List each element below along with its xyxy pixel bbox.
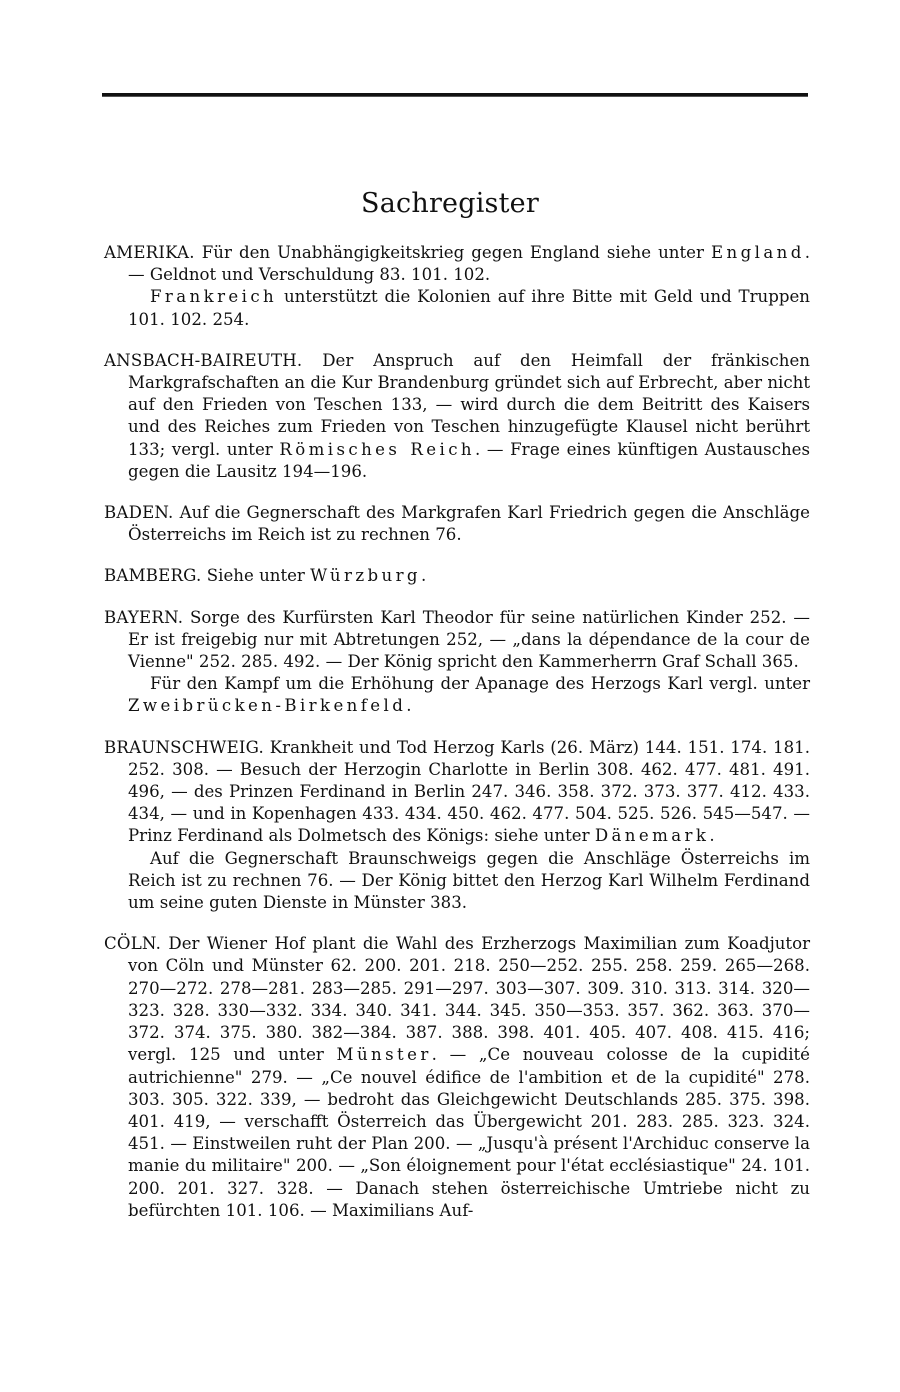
entry-text: . [420, 566, 427, 586]
entry-text: Der Wiener Hof plant die Wahl des Erzherzogs Maximilian zum Koadjutor von Cöln und Münster 62. 200. 201. 218. 250—252. 255. 258. 259. 265—268. 270—272. 278—281. 283—285. 291—297. 303—307. 309. 310. 313. 314. 320—323. 328. 330—332. 334. 340. 341. 344. 345. 350—353. 357. 362. 363. 370—372. 374. 375. 380. 382—384. 387. 388. 398. 401. 405. 407. 408. 415. 416; vergl. 125 und unter [128, 934, 810, 1065]
entry-heading: BAMBERG. [104, 566, 202, 586]
entry-text: . [406, 696, 412, 716]
entry-text: Der Anspruch auf den Heimfall der fränkischen Markgrafschaften an die Kur Brandenburg gründet sich auf Erbrecht, aber nicht auf den Frieden von Teschen 133, — wird durch die dem Beitritt des Kaisers und des Reiches zum Frieden von Teschen hinzugefügte Klausel nicht berührt 133; vergl. unter [128, 350, 810, 459]
cross-reference: Dänemark [594, 826, 710, 846]
entry-heading: CÖLN. [104, 934, 162, 954]
header-rule [102, 93, 808, 97]
cross-reference: Frankreich [150, 287, 278, 307]
entry-continuation [104, 673, 810, 717]
entry-text: Für den Unabhängigkeitskrieg gegen England siehe unter [194, 243, 711, 262]
entry-text: Sorge des Kurfürsten Karl Theodor für seine natürlichen Kinder 252. — Er ist freigebig nur mit Abtretungen 252, — „dans la dépendance de la cour de Vienne" 252. 285. 492. — Der König spricht den Kammerherrn Graf Schall 365. [128, 607, 810, 672]
entry-text: Für den Kampf um die Erhöhung der Apanage des Herzogs Karl vergl. unter [150, 674, 810, 694]
entry-heading: BADEN. [104, 503, 174, 523]
entry-text: Siehe unter [201, 566, 311, 586]
index-entry [104, 350, 810, 483]
cross-reference: Zweibrücken-Birkenfeld [128, 696, 407, 716]
entry-heading: BRAUNSCHWEIG. [104, 737, 264, 757]
index-entry [104, 502, 810, 546]
cross-reference: England [710, 243, 805, 262]
entry-paragraph [104, 737, 810, 848]
entry-text: . — Frage eines künftigen Austausches gegen die Lausitz 194—196. [128, 439, 810, 481]
entry-paragraph [104, 933, 810, 1222]
cross-reference: Münster [336, 1045, 432, 1065]
index-entry [104, 933, 810, 1222]
entry-continuation [104, 848, 810, 915]
index-entry [104, 565, 810, 587]
page-title: Sachregister [361, 188, 539, 219]
entry-heading: BAYERN. [104, 607, 184, 627]
entry-paragraph [104, 607, 810, 674]
entry-heading: ANSBACH-BAIREUTH. [104, 350, 303, 370]
index-entry [104, 242, 810, 331]
entry-paragraph [104, 242, 810, 286]
entry-text: Krankheit und Tod Herzog Karls (26. März) 144. 151. 174. 181. 252. 308. — Besuch der Herzogin Charlotte in Berlin 308. 462. 477. 481. 491. 496, — des Prinzen Ferdinand in Berlin 247. 346. 358. 372. 373. 377. 412. 433. 434, — und in Kopenhagen 433. 434. 450. 462. 477. 504. 525. 526. 545—547. — Prinz Ferdinand als Dolmetsch des Königs: siehe unter [128, 737, 810, 846]
entry-text: Auf die Gegnerschaft Braunschweigs gegen die Anschläge Österreichs im Reich ist zu rechnen 76. — Der König bittet den Herzog Karl Wilhelm Ferdinand um seine guten Dienste in Münster 383. [128, 848, 810, 913]
entry-text: . — „Ce nouveau colosse de la cupidité autrichienne" 279. — „Ce nouvel édifice de l'ambition et de la cupidité" 278. 303. 305. 322. 339, — bedroht das Gleichgewicht Deutschlands 285. 375. 398. 401. 419, — verschafft Österreich das Übergewicht 201. 283. 285. 323. 324. 451. — Einstweilen ruht der Plan 200. — „Jusqu'à présent l'Archiduc conserve la manie du militaire" 200. — „Son éloignement pour l'état ecclésiastique" 24. 101. 200. 201. 327. 328. — Danach stehen österreichische Umtriebe nicht zu befürchten 101. 106. — Maximilians Auf- [128, 1045, 810, 1220]
entry-text: unterstützt die Kolonien auf ihre Bitte mit Geld und Truppen 101. 102. 254. [128, 287, 810, 329]
index-entry [104, 737, 810, 915]
entry-text: . [709, 826, 715, 846]
entry-paragraph [104, 565, 810, 587]
entry-text: Auf die Gegnerschaft des Markgrafen Karl Friedrich gegen die Anschläge Österreichs im Reich ist zu rechnen 76. [128, 503, 810, 545]
entry-heading: AMERIKA. [104, 243, 195, 262]
index-entries [104, 242, 810, 1241]
entry-paragraph [104, 502, 810, 546]
entry-continuation [104, 286, 810, 330]
entry-text: . — Geldnot und Verschuldung 83. 101. 102. [128, 243, 810, 285]
cross-reference: Römisches Reich [279, 439, 475, 459]
index-entry [104, 607, 810, 718]
entry-paragraph [104, 350, 810, 483]
cross-reference: Würzburg [310, 566, 421, 586]
